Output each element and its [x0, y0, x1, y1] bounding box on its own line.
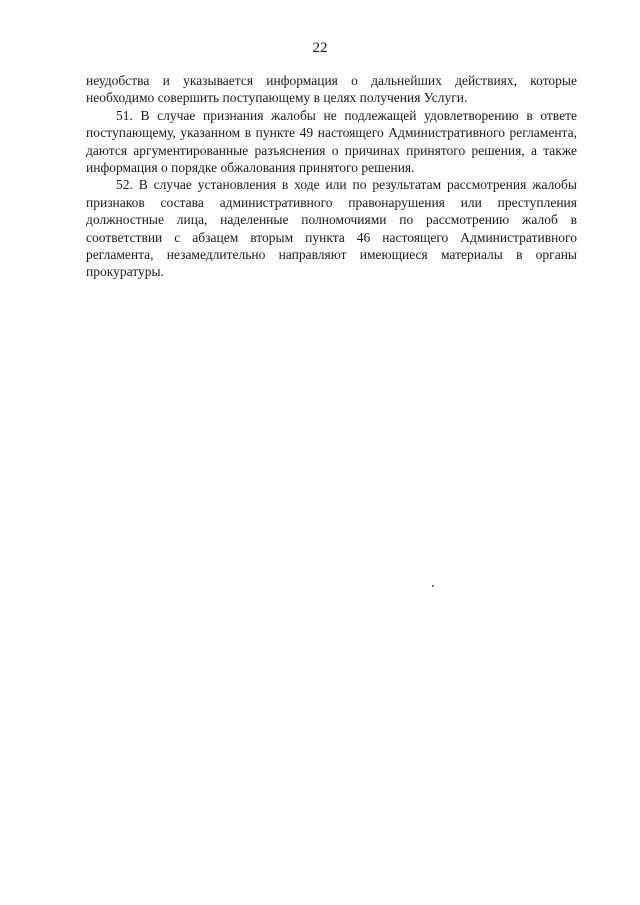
paragraph-51: 51. В случае признания жалобы не подлежащей удовлетворению в ответе поступающему, указанном в пункте 49 настоящего Административного регламента, даются аргументированные разъяснения о причинах принятого решения, а также информация о порядке обжалования принятого решения.: [86, 107, 577, 176]
document-body: [86, 72, 577, 281]
page-number: 22: [312, 40, 328, 56]
scan-speck: [432, 585, 434, 587]
paragraph-52: 52. В случае установления в ходе или по результатам рассмотрения жалобы признаков состава административного правонарушения или преступления должностные лица, наделенные полномочиями по рассмотрению жалоб в соответствии с абзацем вторым пункта 46 настоящего Административного регламента, незамедлительно направляют имеющиеся материалы в органы прокуратуры.: [86, 177, 577, 280]
paragraph-continuation: неудобства и указывается информация о дальнейших действиях, которые необходимо совершить поступающему в целях получения Услуги.: [86, 73, 577, 106]
